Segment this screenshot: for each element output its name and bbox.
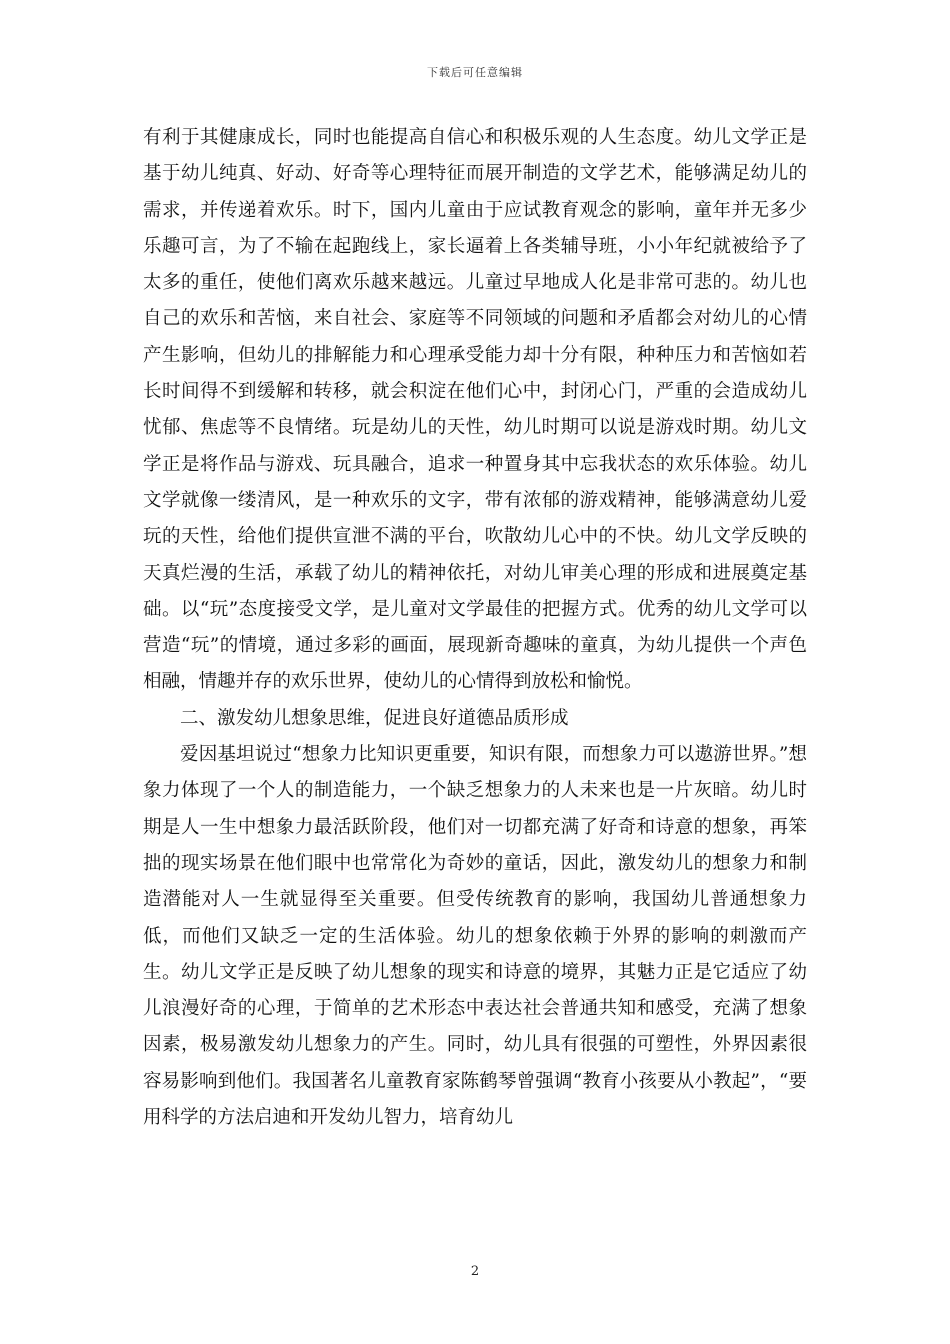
body-paragraph: 有利于其健康成长，同时也能提高自信心和积极乐观的人生态度。幼儿文学正是基于幼儿纯真、好动、好奇等心理特征而展开制造的文学艺术，能够满足幼儿的需求，并传递着欢乐。时下，国内儿童由于应试教育观念的影响，童年并无多少乐趣可言，为了不输在起跑线上，家长逼着上各类辅导班，小小年纪就被给予了太多的重任，使他们离欢乐越来越远。儿童过早地成人化是非常可悲的。幼儿也自己的欢乐和苦恼，来自社会、家庭等不同领域的问题和矛盾都会对幼儿的心情产生影响，但幼儿的排解能力和心理承受能力却十分有限，种种压力和苦恼如若长时间得不到缓解和转移，就会积淀在他们心中，封闭心门，严重的会造成幼儿忧郁、焦虑等不良情绪。玩是幼儿的天性，幼儿时期可以说是游戏时期。幼儿文学正是将作品与游戏、玩具融合，追求一种置身其中忘我状态的欢乐体验。幼儿文学就像一缕清风，是一种欢乐的文字，带有浓郁的游戏精神，能够满意幼儿爱玩的天性，给他们提供宣泄不满的平台，吹散幼儿心中的不快。幼儿文学反映的天真烂漫的生活，承载了幼儿的精神依托，对幼儿审美心理的形成和进展奠定基础。以“玩”态度接受文学，是儿童对文学最佳的把握方式。优秀的幼儿文学可以营造“玩”的情境，通过多彩的画面，展现新奇趣味的童真，为幼儿提供一个声色相融，情趣并存的欢乐世界，使幼儿的心情得到放松和愉悦。 [143, 127, 807, 693]
page-header: 下载后可任意编辑 [427, 66, 523, 79]
section-heading: 二、激发幼儿想象思维，促进良好道德品质形成 [180, 707, 569, 729]
page-number: 2 [470, 1264, 480, 1279]
document-body [143, 120, 807, 1136]
body-paragraph: 爱因基坦说过“想象力比知识更重要，知识有限，而想象力可以遨游世界。”想象力体现了一个人的制造能力，一个缺乏想象力的人未来也是一片灰暗。幼儿时期是人一生中想象力最活跃阶段，他们对一切都充满了好奇和诗意的想象，再笨拙的现实场景在他们眼中也常常化为奇妙的童话，因此，激发幼儿的想象力和制造潜能对人一生就显得至关重要。但受传统教育的影响，我国幼儿普通想象力低，而他们又缺乏一定的生活体验。幼儿的想象依赖于外界的影响的刺激而产生。幼儿文学正是反映了幼儿想象的现实和诗意的境界，其魅力正是它适应了幼儿浪漫好奇的心理，于简单的艺术形态中表达社会普通共知和感受，充满了想象因素，极易激发幼儿想象力的产生。同时，幼儿具有很强的可塑性，外界因素很容易影响到他们。我国著名儿童教育家陈鹤琴曾强调“教育小孩要从小教起”，“要用科学的方法启迪和开发幼儿智力，培育幼儿 [143, 744, 807, 1129]
